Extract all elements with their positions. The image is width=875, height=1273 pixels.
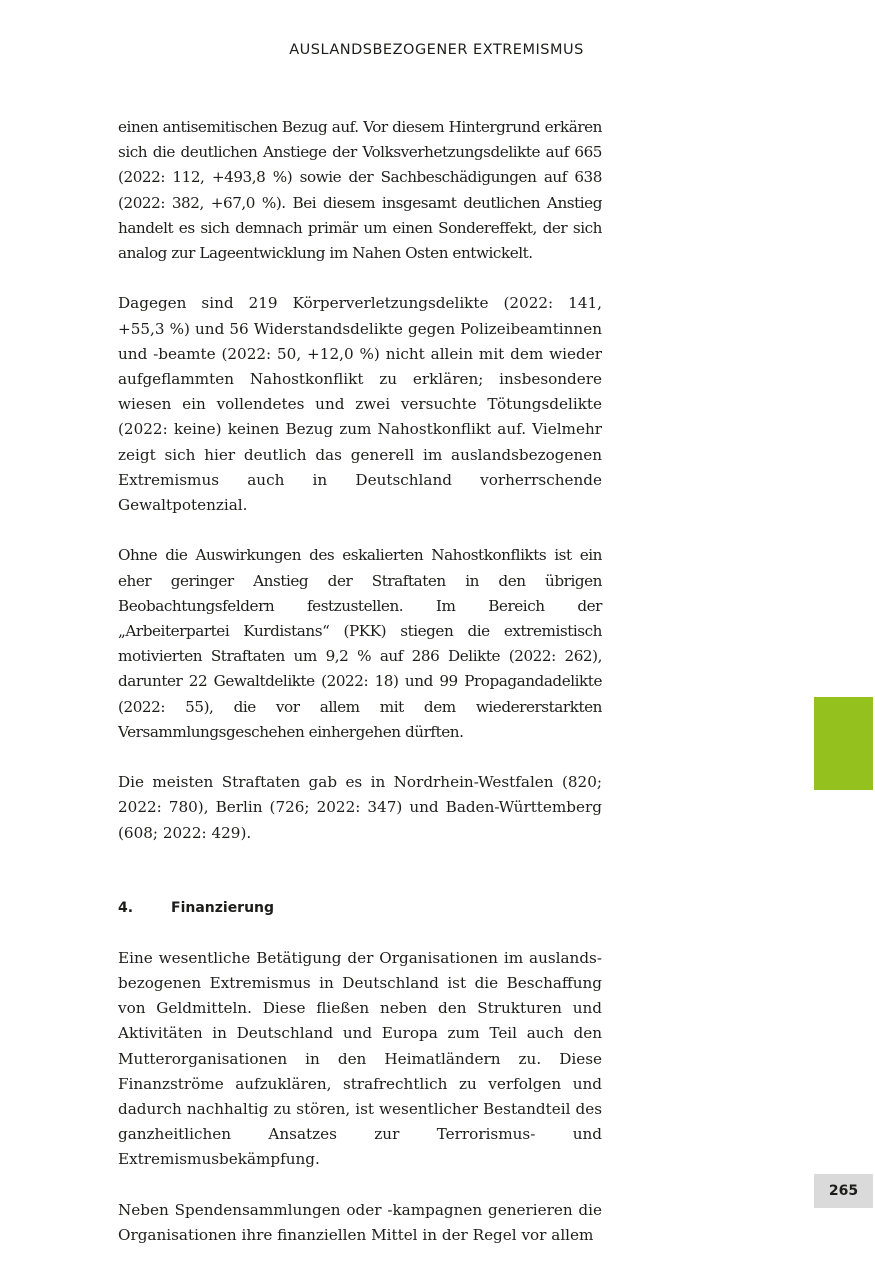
- body-text: [118, 115, 602, 1273]
- section-number: 4.: [118, 899, 134, 916]
- page-number: 265: [814, 1174, 873, 1208]
- paragraph-4: Die meisten Straftaten gab es in Nordrhein-Westfalen (820; 2022: 780), Berlin (726; 2022: 347) und Baden-Württemberg (608; 2022: 429).: [118, 773, 602, 842]
- paragraph-2: Dagegen sind 219 Körperverletzungsdelikte (2022: 141, +55,3 %) und 56 Widerstandsdelikte gegen Polizeibeamtinnen und -beamte (2022: 50, +12,0 %) nicht allein mit dem wieder aufgeflammten Nahostkonflikt zu erklären; insbesondere wiesen ein vollendetes und zwei versuchte Tötungsdelikte (2022: keine) keinen Bezug zum Nahostkonflikt auf. Vielmehr zeigt sich hier deutlich das generell im auslandsbezogenen Extremismus auch in Deutschland vorherrschende Gewaltpotenzial.: [118, 294, 602, 515]
- paragraph-3: Ohne die Auswirkungen des eskalierten Nahostkonflikts ist ein eher geringer Anstieg der Straftaten in den übrigen Beobachtungsfeldern festzustellen. Im Bereich der „Arbeiterpartei Kurdistans“ (PKK) stiegen die extremistisch motivierten Straftaten um 9,2 % auf 286 Delikte (2022: 262), darunter 22 Gewaltdelikte (2022: 18) und 99 Propagandadelikte (2022: 55), die vor allem mit dem wiedererstarkten Versammlungsgeschehen einhergehen dürften.: [118, 546, 602, 741]
- section-heading: [118, 896, 602, 921]
- section-title: Finanzierung: [171, 899, 275, 916]
- section-paragraph-1: Eine wesentliche Betätigung der Organisationen im auslandsbezogenen Extremismus in Deutschland ist die Beschaffung von Geldmitteln. Diese fließen neben den Strukturen und Aktivitäten in Deutschland und Europa zum Teil auch den Mutterorganisationen in den Heimatländern zu. Diese Finanzströme aufzuklären, strafrechtlich zu verfolgen und dadurch nachhaltig zu stören, ist wesentlicher Bestandteil des ganzheitlichen Ansatzes zur Terrorismus- und Extremismusbekämpfung.: [118, 948, 602, 1169]
- running-header: AUSLANDSBEZOGENER EXTREMISMUS: [289, 42, 584, 58]
- paragraph-1: einen antisemitischen Bezug auf. Vor diesem Hintergrund erkären sich die deutlichen Anstiege der Volksverhetzungsdelikte auf 665 (2022: 112, +493,8 %) sowie der Sachbeschädigungen auf 638 (2022: 382, +67,0 %). Bei diesem insgesamt deutlichen Anstieg handelt es sich demnach primär um einen Sondereffekt, der sich analog zur Lageentwicklung im Nahen Osten entwickelt.: [118, 118, 602, 263]
- section-paragraph-2: Neben Spendensammlungen oder -kampagnen generieren die Organisationen ihre finanziellen Mittel in der Regel vor allem: [118, 1200, 602, 1245]
- chapter-tab-marker: [814, 697, 873, 790]
